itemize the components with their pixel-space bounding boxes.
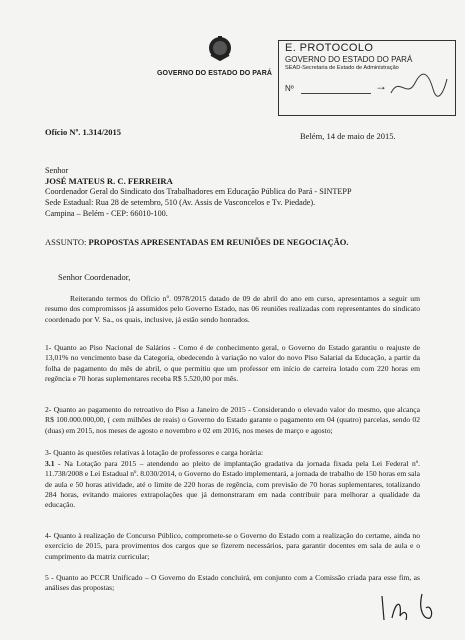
recipient-address-1: Sede Estadual: Rua 28 de setembro, 510 (Av. Assis de Vasconcelos e Tv. Piedade). xyxy=(45,198,316,207)
intro-paragraph: Reiterando termos do Ofício nº. 0978/2015 datado de 09 de abril do ano em curso, apresentamos a seguir um resumo dos compromissos já assumidos pelo Governo Estado, nas 06 reuniões realizadas com representantes do sindicato coordenado por V. Sa., os quais, inclusive, já estão sendo honrados. xyxy=(45,294,420,324)
letter-date: Belém, 14 de maio de 2015. xyxy=(300,131,396,141)
item-1-paragraph: 1- Quanto ao Piso Nacional de Salários - Como é de conhecimento geral, o Governo do Estado garantiu o reajuste de 13,01% no vencimento base da Categoria, obedecendo à variação no valor do novo Piso Salarial da Educação, a partir da folha de pagamento do mês de abril, o que permitiu que um professor em início de carreira lotado com 220 horas em regência e 70 horas suplementares receba R$ 5.520,00 por mês. xyxy=(45,343,420,383)
item-5-paragraph: 5 - Quanto ao PCCR Unificado – O Governo do Estado concluirá, em conjunto com a Comissão criada para esse fim, as análises das propostas; xyxy=(45,573,420,593)
stamp-title: E. PROTOCOLO xyxy=(285,42,374,54)
item-3-heading: 3- Quanto às questões relativas à lotação de professores e carga horária: xyxy=(45,448,264,457)
recipient-name: JOSÉ MATEUS R. C. FERREIRA xyxy=(45,176,173,186)
greeting: Senhor Coordenador, xyxy=(58,272,131,282)
stamp-number-line xyxy=(301,93,371,94)
stamp-line1: GOVERNO DO ESTADO DO PARÁ xyxy=(285,55,413,64)
stamp-line2: SEAD-Secretaria de Estado de Administração xyxy=(285,65,399,71)
oficio-number: Ofício Nº. 1.314/2015 xyxy=(45,127,121,137)
state-coat-of-arms-icon xyxy=(207,35,233,61)
item-3-1-number: 3.1 xyxy=(45,459,55,468)
item-3-1-paragraph xyxy=(45,459,420,510)
subject-label: ASSUNTO: xyxy=(45,237,87,247)
arrow-icon: → xyxy=(375,79,387,93)
government-header: GOVERNO DO ESTADO DO PARÁ xyxy=(157,70,273,77)
handwritten-initials-icon xyxy=(378,590,438,626)
recipient-salutation: Senhor xyxy=(45,166,69,175)
protocol-stamp xyxy=(278,40,456,116)
item-2-paragraph: 2- Quanto ao pagamento do retroativo do Piso a Janeiro de 2015 - Considerando o elevado valor do mesmo, que alcança R$ 100.000.000,00, ( cem milhões de reais) o Governo do Estado garante o pagamento em 04 (quatro) parcelas, sendo 02 (duas) em 2015, nos meses de agosto e novembro e 02 em 2016, nos meses de março e agosto; xyxy=(45,405,420,435)
subject-line xyxy=(45,237,348,247)
stamp-number-label: Nº xyxy=(285,84,294,93)
handwritten-signature-icon xyxy=(389,71,449,101)
item-4-paragraph: 4- Quanto à realização de Concurso Público, compromete-se o Governo do Estado com a realização do certame, ainda no exercício de 2015, para provimentos dos cargos que se fizerem necessários, para garantir docentes em sala de aula e o cumprimento da matriz curricular; xyxy=(45,531,420,561)
recipient-address-2: Campina – Belém - CEP: 66010-100. xyxy=(45,209,168,218)
subject-text: PROPOSTAS APRESENTADAS EM REUNIÕES DE NEGOCIAÇÃO. xyxy=(88,237,349,247)
item-3-1-text: - Na Lotação para 2015 – atendendo ao pleito de implantação gradativa da jornada fixada pela Lei Federal nº. 11.738/2008 e Lei Estadual nº. 8.030/2014, o Governo do Estado implementará, a jornada de trabalho de 150 horas em sala de aula e 50 horas atividade, até o limite de 220 horas de regência, com previsão de 70 horas suplementares, totalizando 284 horas, evitando maiores extrapolações que já demonstraram em nada contribuir para melhorar a qualidade da educação. xyxy=(45,459,420,510)
recipient-role: Coordenador Geral do Sindicato dos Trabalhadores em Educação Pública do Pará - SINTEPP xyxy=(45,187,352,196)
